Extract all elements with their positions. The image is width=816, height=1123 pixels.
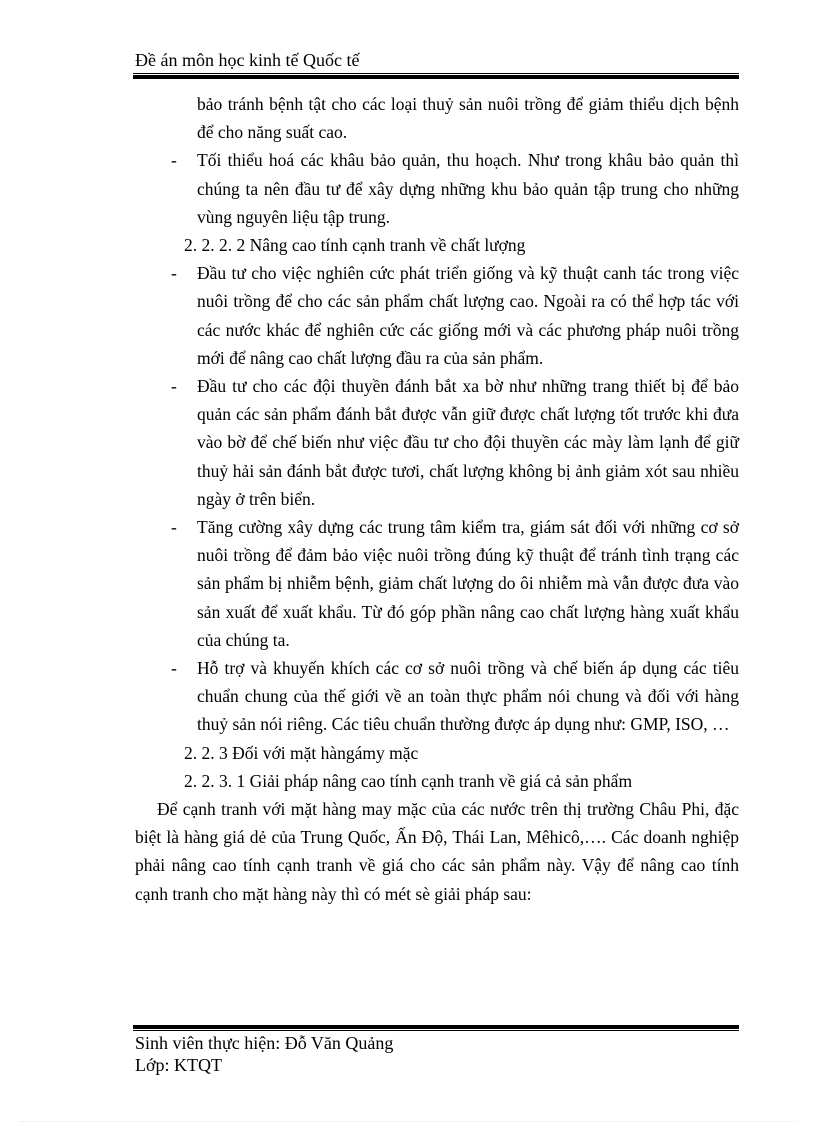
footer-rule-thick <box>133 1025 739 1029</box>
bullet-item <box>135 372 739 513</box>
footer-class: Lớp: KTQT <box>135 1055 223 1075</box>
bullet-text: Tăng cường xây dựng các trung tâm kiểm tra, giám sát đối với những cơ sở nuôi trồng để đảm bảo việc nuôi trồng đúng kỹ thuật để tránh tình trạng các sản phẩm bị nhiễm bệnh, giảm chất lượng do ôi nhiễm mà vẫn được đưa vào sản xuất để xuất khẩu. Từ đó góp phần nâng cao chất lượng hàng xuất khẩu của chúng ta. <box>197 517 739 650</box>
document-body <box>135 90 739 908</box>
bullet-item <box>135 654 739 739</box>
bullet-dash: - <box>171 150 177 171</box>
bullet-item <box>135 513 739 654</box>
section-heading-2-2-3-1: 2. 2. 3. 1 Giải pháp nâng cao tính cạnh tranh về giá cả sản phẩm <box>184 770 633 791</box>
footer-student: Sinh viên thực hiện: Đỗ Văn Quảng <box>135 1033 394 1053</box>
footer-rule-thin <box>133 1030 739 1031</box>
bullet-dash: - <box>171 263 177 284</box>
page-bottom-dotted-line <box>20 1121 796 1122</box>
bullet-item <box>135 259 739 372</box>
section-heading-2-2-2-2: 2. 2. 2. 2 Nâng cao tính cạnh tranh về chất lượng <box>184 235 526 256</box>
header-rule-thin <box>133 73 739 74</box>
section-heading-2-2-3: 2. 2. 3 Đối với mặt hàngámy mặc <box>184 742 419 763</box>
bullet-dash: - <box>171 517 177 538</box>
continuation-text: bảo tránh bệnh tật cho các loại thuỷ sản nuôi trồng để giảm thiểu dịch bệnh để cho năng suất cao. <box>197 94 739 143</box>
bullet-text: Đầu tư cho việc nghiên cức phát triển giống và kỹ thuật canh tác trong việc nuôi trồng để cho các sản phẩm chất lượng cao. Ngoài ra có thể hợp tác với các nước khác để nghiên cức các giống mới và các phương pháp nuôi trồng mới để nâng cao chất lượng đầu ra của sản phẩm. <box>197 263 739 368</box>
bullet-dash: - <box>171 658 177 679</box>
bullet-dash: - <box>171 376 177 397</box>
header-rule-thick <box>133 75 739 79</box>
body-paragraph: Để cạnh tranh với mặt hàng may mặc của các nước trên thị trường Châu Phi, đặc biệt là hàng giá dẻ của Trung Quốc, Ấn Độ, Thái Lan, Mêhicô,…. Các doanh nghiệp phải nâng cao tính cạnh tranh về giá cho các sản phẩm này. Vậy để nâng cao tính cạnh tranh cho mặt hàng này thì có mét sè giải pháp sau: <box>135 799 739 904</box>
page-header-title: Đề án môn học kinh tế Quốc tế <box>135 50 360 70</box>
bullet-text: Hỗ trợ và khuyến khích các cơ sở nuôi trồng và chế biến áp dụng các tiêu chuẩn chung của thế giới về an toàn thực phẩm nói chung và đối với hàng thuỷ sản nói riêng. Các tiêu chuẩn thường được áp dụng như: GMP, ISO, … <box>197 658 739 735</box>
bullet-text: Đầu tư cho các đội thuyền đánh bắt xa bờ như những trang thiết bị để bảo quản các sản phẩm đánh bắt được vẫn giữ được chất lượng tốt trước khi đưa vào bờ để chế biến như việc đầu tư cho đội thuyền các mày làm lạnh để giữ thuỷ hải sản đánh bắt được tươi, chất lượng không bị ảnh giảm xót sau nhiều ngày ở trên biển. <box>197 376 739 509</box>
page-footer <box>135 1032 393 1076</box>
bullet-text: Tối thiểu hoá các khâu bảo quản, thu hoạch. Như trong khâu bảo quản thì chúng ta nên đầu tư để xây dựng những khu bảo quản tập trung cho những vùng nguyên liệu tập trung. <box>197 150 739 227</box>
bullet-item <box>135 146 739 231</box>
